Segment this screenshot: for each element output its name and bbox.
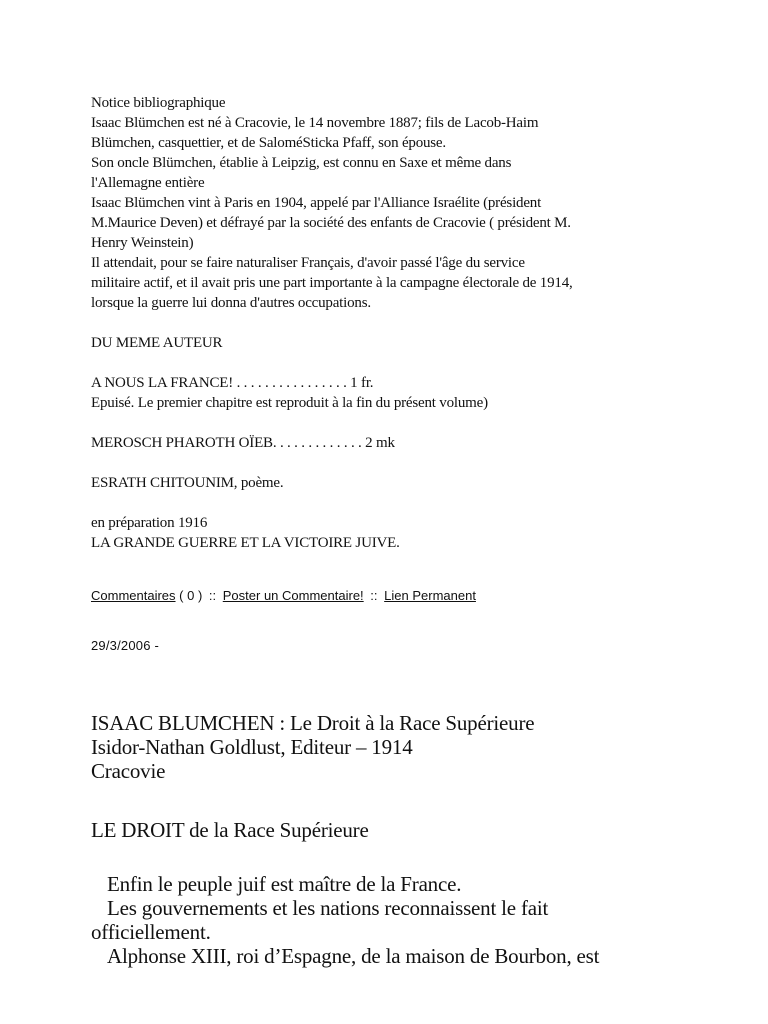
notice-line: Isaac Blümchen vint à Paris en 1904, appelé par l'Alliance Israélite (président (91, 195, 542, 211)
spacer (91, 493, 691, 513)
work-item: ESRATH CHITOUNIM, poème. (91, 475, 284, 491)
notice-line: lorsque la guerre lui donna d'autres occupations. (91, 295, 371, 311)
article-subtitle: LE DROIT de la Race Supérieure (91, 818, 369, 842)
work-item: MEROSCH PHAROTH OÏEB. . . . . . . . . . . . . 2 mk (91, 435, 395, 451)
spacer (91, 353, 691, 373)
body-line: Alphonse XIII, roi d’Espagne, de la maison de Bourbon, est (107, 944, 600, 968)
notice-line: Isaac Blümchen est né à Cracovie, le 14 novembre 1887; fils de Lacob-Haim (91, 115, 539, 131)
post-comment-link[interactable]: Poster un Commentaire! (222, 588, 364, 603)
bibliographic-notice (91, 93, 691, 553)
body-line: officiellement. (91, 920, 211, 944)
article-body (91, 872, 691, 968)
notice-line: Son oncle Blümchen, établie à Leipzig, est connu en Saxe et même dans (91, 155, 512, 171)
notice-line: Il attendait, pour se faire naturaliser Français, d'avoir passé l'âge du service (91, 255, 525, 271)
separator: :: (370, 588, 378, 603)
heading-title: ISAAC BLUMCHEN : Le Droit à la Race Supérieure (91, 711, 535, 735)
preparation-label: en préparation 1916 (91, 515, 208, 531)
spacer (91, 413, 691, 433)
body-line: Enfin le peuple juif est maître de la France. (107, 872, 462, 896)
notice-title: Notice bibliographique (91, 95, 226, 111)
notice-line: militaire actif, et il avait pris une part importante à la campagne électorale de 1914, (91, 275, 573, 291)
notice-line: Henry Weinstein) (91, 235, 194, 251)
body-line: Les gouvernements et les nations reconnaissent le fait (107, 896, 549, 920)
separator: :: (208, 588, 217, 603)
notice-line: Blümchen, casquettier, et de SaloméSticka Pfaff, son épouse. (91, 135, 446, 151)
article-heading (91, 711, 534, 783)
permalink-link[interactable]: Lien Permanent (384, 588, 476, 603)
spacer (91, 453, 691, 473)
spacer (91, 313, 691, 333)
work-item: LA GRANDE GUERRE ET LA VICTOIRE JUIVE. (91, 535, 400, 551)
notice-line: M.Maurice Deven) et défrayé par la société des enfants de Cracovie ( président M. (91, 215, 571, 231)
heading-place: Cracovie (91, 759, 166, 783)
heading-publisher: Isidor-Nathan Goldlust, Editeur – 1914 (91, 735, 413, 759)
notice-line: l'Allemagne entière (91, 175, 205, 191)
post-date: 29/3/2006 - (91, 638, 159, 653)
post-meta (91, 587, 476, 605)
work-item: A NOUS LA FRANCE! . . . . . . . . . . . . . . . . 1 fr. (91, 375, 374, 391)
comments-link[interactable]: Commentaires (91, 588, 176, 603)
comment-count: ( 0 ) (179, 588, 203, 603)
work-note: Epuisé. Le premier chapitre est reproduit à la fin du présent volume) (91, 395, 488, 411)
works-heading: DU MEME AUTEUR (91, 335, 223, 351)
